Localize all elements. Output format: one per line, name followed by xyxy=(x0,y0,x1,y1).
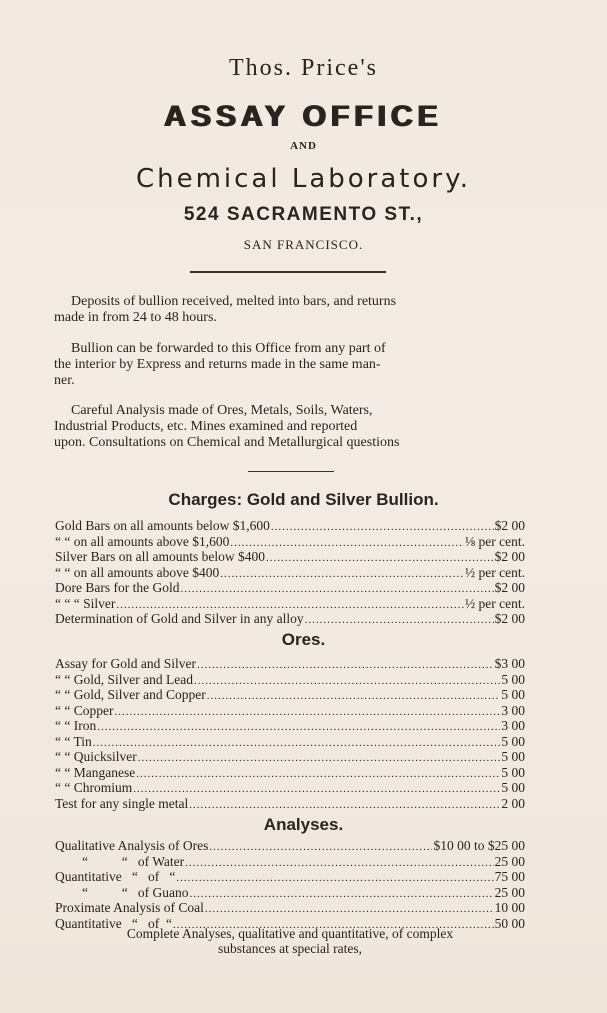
charge-label: “ “ of Water xyxy=(55,853,185,869)
and-conjunction: AND xyxy=(290,140,317,152)
analyses-footnote xyxy=(55,926,525,956)
paragraph-bullion xyxy=(54,341,524,389)
charge-value: $2 00 xyxy=(494,611,525,626)
charge-label: Assay for Gold and Silver xyxy=(55,656,196,671)
paragraph-line: Careful Analysis made of Ores, Metals, Soils, Waters, xyxy=(71,403,373,418)
charge-row xyxy=(55,550,525,566)
charge-value: 5 00 xyxy=(501,671,525,687)
charge-row xyxy=(55,735,525,751)
charge-row xyxy=(55,657,525,673)
charge-label: Determination of Gold and Silver in any alloy xyxy=(55,611,304,626)
ores-charges xyxy=(55,657,525,812)
charge-row xyxy=(55,519,525,535)
bullion-charges xyxy=(55,519,525,628)
paragraph-line: Deposits of bullion received, melted into bars, and returns xyxy=(71,294,397,309)
charge-label: Dore Bars for the Gold xyxy=(55,580,180,595)
charge-label: “ “ Manganese xyxy=(55,764,136,780)
paragraph-analysis xyxy=(54,403,524,451)
charge-label: “ “ Gold, Silver and Lead xyxy=(55,671,193,687)
proprietor-name: Thos. Price's xyxy=(229,55,378,81)
footnote-line: Complete Analyses, qualitative and quantitative, of complex xyxy=(126,926,454,941)
charge-row xyxy=(55,901,525,917)
paragraph-line: upon. Consultations on Chemical and Metallurgical questions xyxy=(54,435,400,450)
charge-label: Quantitative “ of “ xyxy=(55,869,176,884)
paragraph-line: ner. xyxy=(54,373,75,388)
charge-value: 5 00 xyxy=(501,780,525,795)
charge-value: 3 00 xyxy=(501,718,525,733)
paragraph-line: Industrial Products, etc. Mines examined and reported xyxy=(54,419,358,434)
paragraph-line: Bullion can be forwarded to this Office from any part of xyxy=(71,341,386,356)
charge-value: 2 00 xyxy=(501,795,525,811)
paragraph-line: made in from 24 to 48 hours. xyxy=(54,310,217,325)
city-name: SAN FRANCISCO. xyxy=(243,237,364,252)
ores-heading: Ores. xyxy=(281,630,326,649)
charge-label: Quantitative “ of “ xyxy=(55,915,172,931)
charge-row xyxy=(55,719,525,735)
charge-label: Test for any single metal xyxy=(55,795,189,811)
charge-value: $2 00 xyxy=(494,580,525,595)
charge-label: Silver Bars on all amounts below $400 xyxy=(55,549,265,564)
charge-value: ⅛ per cent. xyxy=(465,533,525,549)
charge-label: Gold Bars on all amounts below $1,600 xyxy=(55,518,270,533)
laboratory-title: Chemical Laboratory. xyxy=(135,164,472,194)
analyses-heading: Analyses. xyxy=(263,815,344,834)
charge-value: $2 00 xyxy=(494,518,525,533)
charge-value: 5 00 xyxy=(501,749,525,764)
charge-row xyxy=(55,581,525,597)
charge-value: 3 00 xyxy=(501,702,525,718)
street-address: 524 SACRAMENTO ST., xyxy=(183,204,424,225)
charge-row xyxy=(55,704,525,720)
charge-value: 25 00 xyxy=(494,884,525,900)
charge-value: 75 00 xyxy=(494,869,525,884)
charge-label: Proximate Analysis of Coal xyxy=(55,900,204,915)
charge-row xyxy=(55,839,525,855)
charge-row xyxy=(55,535,525,551)
office-title: ASSAY OFFICE xyxy=(164,100,443,133)
charge-row xyxy=(55,750,525,766)
charge-row xyxy=(55,855,525,871)
paragraph-deposits xyxy=(54,294,524,326)
charge-value: 25 00 xyxy=(494,853,525,869)
charge-label: “ “ on all amounts above $1,600 xyxy=(55,533,230,549)
charge-row xyxy=(55,597,525,613)
charge-value: 50 00 xyxy=(494,915,525,931)
charge-label: Qualitative Analysis of Ores xyxy=(55,838,209,853)
charge-row xyxy=(55,688,525,704)
charge-row xyxy=(55,766,525,782)
charge-row xyxy=(55,781,525,797)
charge-row xyxy=(55,797,525,813)
charge-row xyxy=(55,566,525,582)
charge-label: “ “ on all amounts above $400 xyxy=(55,564,220,580)
charge-label: “ “ Chromium xyxy=(55,780,133,795)
charge-value: $2 00 xyxy=(494,549,525,564)
header-divider xyxy=(190,271,386,273)
charge-value: 5 00 xyxy=(501,687,525,702)
charge-row xyxy=(55,886,525,902)
charge-value: 10 00 xyxy=(494,900,525,915)
paragraph-line: the interior by Express and returns made in the same man- xyxy=(54,357,381,372)
footnote-line: substances at special rates, xyxy=(218,941,362,956)
analyses-charges xyxy=(55,839,525,932)
charge-value: ½ per cent. xyxy=(465,595,525,611)
section-divider xyxy=(248,471,334,472)
charge-row xyxy=(55,612,525,628)
charge-label: “ “ Gold, Silver and Copper xyxy=(55,687,206,702)
bullion-heading: Charges: Gold and Silver Bullion. xyxy=(168,490,439,509)
charge-value: $3 00 xyxy=(494,656,525,671)
charge-value: ½ per cent. xyxy=(465,564,525,580)
charge-label: “ “ Quicksilver xyxy=(55,749,137,764)
charge-label: “ “ Iron xyxy=(55,718,97,733)
charge-value: $10 00 to $25 00 xyxy=(433,838,525,853)
charge-label: “ “ of Guano xyxy=(55,884,189,900)
charge-value: 5 00 xyxy=(501,764,525,780)
charge-label: “ “ Tin xyxy=(55,733,92,749)
charge-value: 5 00 xyxy=(501,733,525,749)
charge-row xyxy=(55,673,525,689)
charge-row xyxy=(55,870,525,886)
charge-label: “ “ Copper xyxy=(55,702,114,718)
charge-label: “ “ “ Silver xyxy=(55,595,116,611)
